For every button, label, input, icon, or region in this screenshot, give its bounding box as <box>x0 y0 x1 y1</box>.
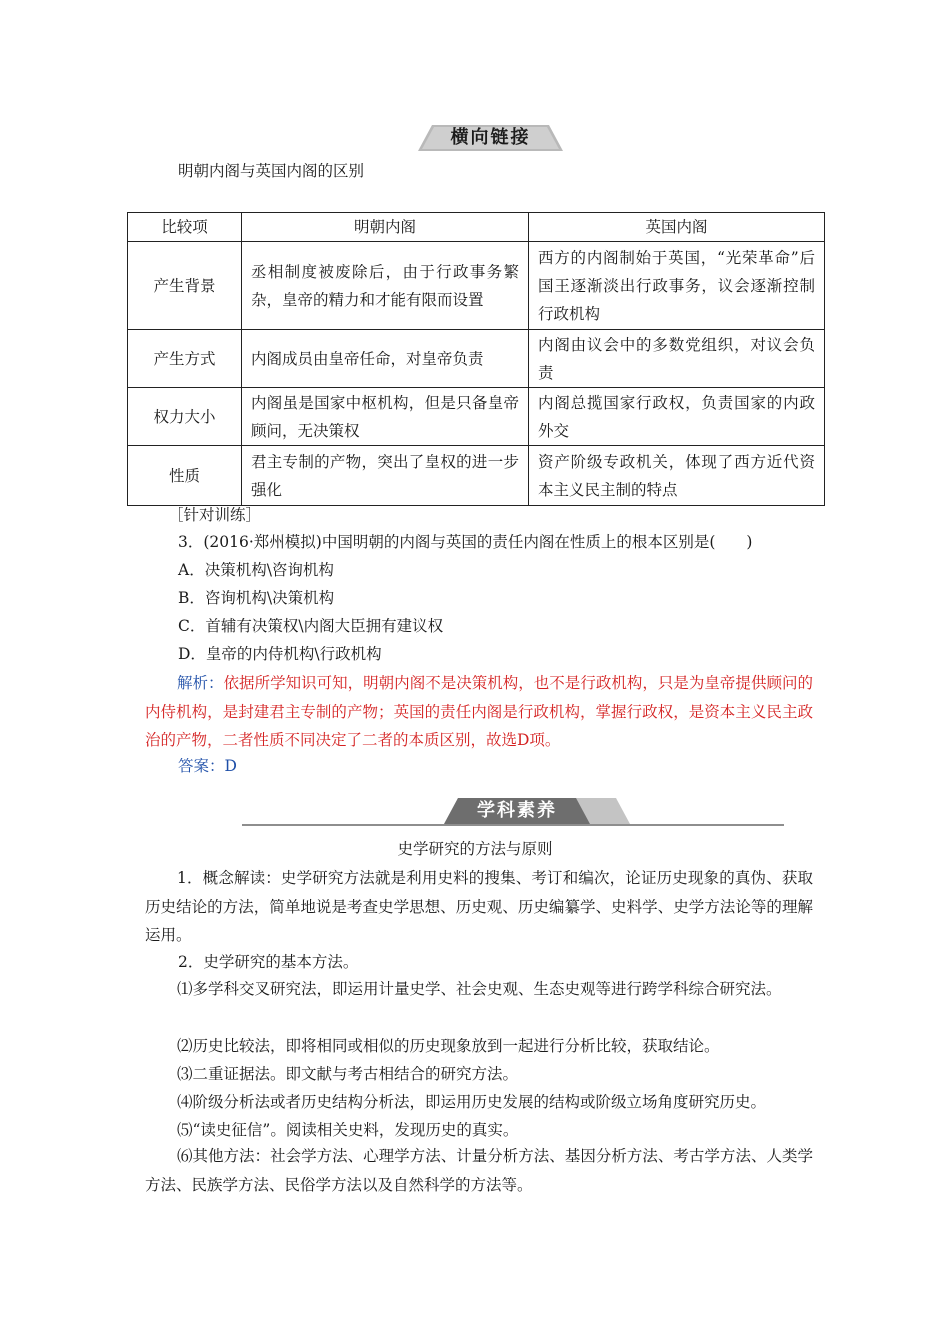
table-row <box>128 446 825 506</box>
ming-cell: 君主专制的产物，突出了皇权的进一步强化 <box>242 446 529 506</box>
methods-heading: 2．史学研究的基本方法。 <box>178 953 359 971</box>
analysis-text: 依据所学知识可知，明朝内阁不是决策机构，也不是行政机构，只是为皇帝提供顾问的内侍机构，是封建君主专制的产物；英国的责任内阁是行政机构，掌握行政权，是资本主义民主政治的产物，二者性质不同决定了二者的本质区别，故选D项。 <box>145 674 813 749</box>
ming-cell: 丞相制度被废除后，由于行政事务繁杂，皇帝的精力和才能有限而设置 <box>242 242 529 330</box>
option-d: D．皇帝的内侍机构\行政机构 <box>178 645 382 663</box>
question-text: 3．(2016·郑州模拟)中国明朝的内阁与英国的责任内阁在性质上的根本区别是( ) <box>178 533 753 551</box>
ming-cell: 内阁虽是国家中枢机构，但是只备皇帝顾问，无决策权 <box>242 388 529 446</box>
uk-cell: 西方的内阁制始于英国，“光荣革命”后国王逐渐淡出行政事务，议会逐渐控制行政机构 <box>529 242 825 330</box>
option-c: C．首辅有决策权\内阁大臣拥有建议权 <box>178 617 444 635</box>
row-item: 性质 <box>128 446 242 506</box>
option-b: B．咨询机构\决策机构 <box>178 589 335 607</box>
row-item: 权力大小 <box>128 388 242 446</box>
method-item: ⑸“读史征信”。阅读相关史料，发现历史的真实。 <box>177 1121 519 1139</box>
column-header: 英国内阁 <box>529 213 825 242</box>
method-item: ⑷阶级分析法或者历史结构分析法，即运用历史发展的结构或阶级立场角度研究历史。 <box>177 1093 767 1111</box>
ming-cell: 内阁成员由皇帝任命，对皇帝负责 <box>242 330 529 388</box>
uk-cell: 资产阶级专政机关，体现了西方近代资本主义民主制的特点 <box>529 446 825 506</box>
method-item: ⑹其他方法：社会学方法、心理学方法、计量分析方法、基因分析方法、考古学方法、人类学方法、民族学方法、民俗学方法以及自然科学的方法等。 <box>145 1147 813 1194</box>
column-header: 明朝内阁 <box>242 213 529 242</box>
table-header-row <box>128 213 825 242</box>
option-a: A．决策机构\咨询机构 <box>178 561 334 579</box>
concept-paragraph: 1．概念解读：史学研究方法就是利用史料的搜集、考订和编次，论证历史现象的真伪、获取历史结论的方法，简单地说是考查史学思想、历史观、历史编纂学、史料学、史学方法论等的理解运用。 <box>145 869 813 944</box>
answer-line: 答案：D <box>178 757 237 775</box>
training-heading: ［针对训练］ <box>168 506 262 524</box>
table-row <box>128 388 825 446</box>
section-title: 史学研究的方法与原则 <box>397 840 553 858</box>
column-header: 比较项 <box>128 213 242 242</box>
table-row <box>128 242 825 330</box>
uk-cell: 内阁由议会中的多数党组织，对议会负责 <box>529 330 825 388</box>
comparison-table <box>127 212 825 506</box>
analysis-paragraph <box>145 669 813 755</box>
section-banner-horizontal-link <box>418 125 563 151</box>
row-item: 产生方式 <box>128 330 242 388</box>
table-row <box>128 330 825 388</box>
table-caption: 明朝内阁与英国内阁的区别 <box>178 162 365 180</box>
method-item: ⑴多学科交叉研究法，即运用计量史学、社会史观、生态史观等进行跨学科综合研究法。 <box>177 980 782 998</box>
method-item: ⑵历史比较法，即将相同或相似的历史现象放到一起进行分析比较，获取结论。 <box>177 1037 720 1055</box>
section-banner-discipline <box>444 798 630 824</box>
uk-cell: 内阁总揽国家行政权，负责国家的内政外交 <box>529 388 825 446</box>
banner-title: 学科素养 <box>477 800 557 821</box>
banner-rule <box>242 824 784 826</box>
banner-title: 横向链接 <box>450 127 531 148</box>
method-item: ⑶二重证据法。即文献与考古相结合的研究方法。 <box>177 1065 519 1083</box>
analysis-label: 解析： <box>177 674 224 692</box>
row-item: 产生背景 <box>128 242 242 330</box>
